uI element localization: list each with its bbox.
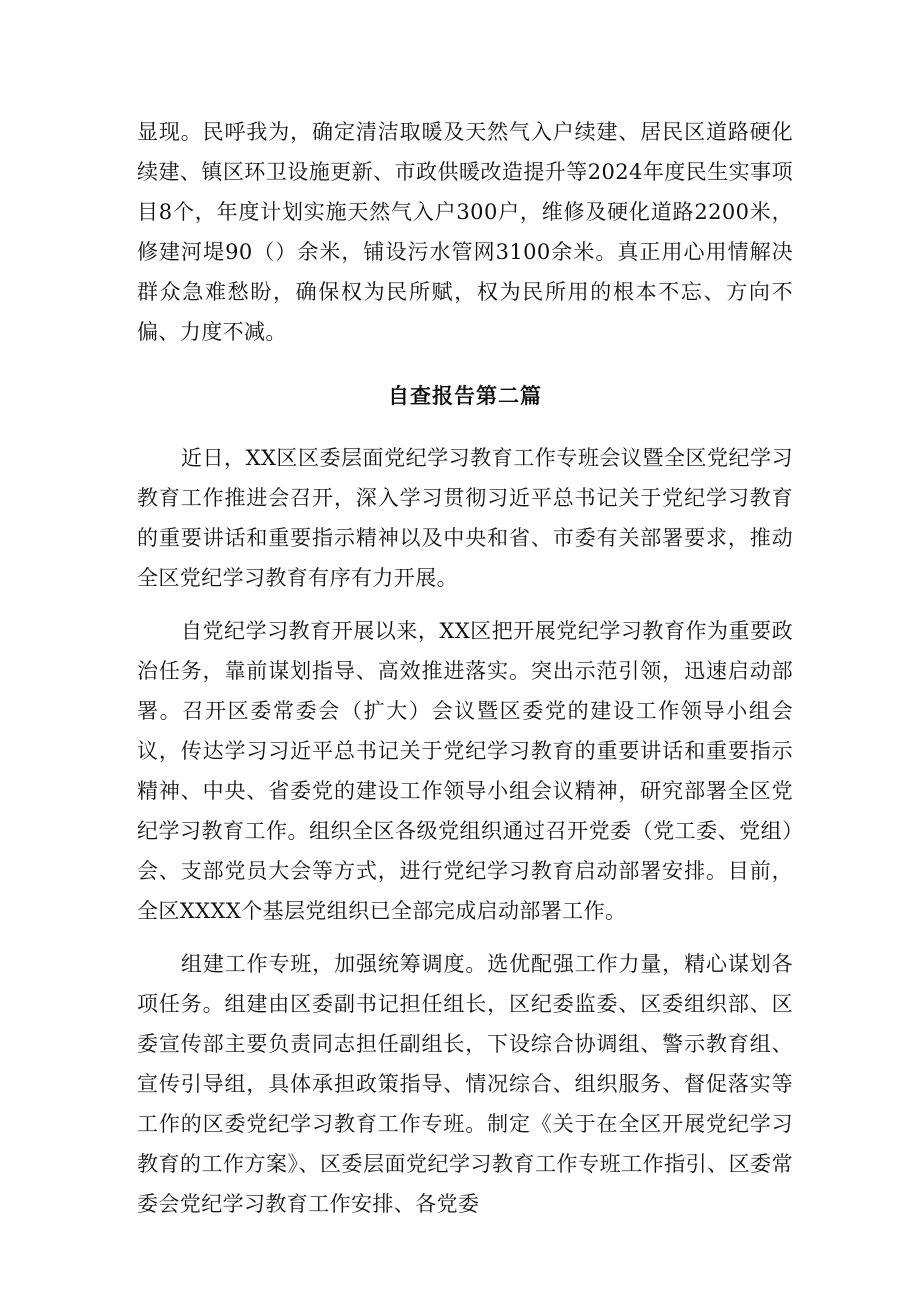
paragraph-work-team: 组建工作专班，加强统筹调度。选优配强工作力量，精心谋划各项任务。组建由区委副书记担任组长，区纪委监委、区委组织部、区委宣传部主要负责同志担任副组长，下设综合协调组、警示教育组、宣传引导组，具体承担政策指导、情况综合、组织服务、督促落实等工作的区委党纪学习教育工作专班。制定《关于在全区开展党纪学习教育的工作方案》、区委层面党纪学习教育工作专班工作指引、区委常委会党纪学习教育工作安排、各党委: [137, 952, 793, 1216]
paragraph-intro: 近日，XX区区委层面党纪学习教育工作专班会议暨全区党纪学习教育工作推进会召开，深入学习贯彻习近平总书记关于党纪学习教育的重要讲话和重要指示精神以及中央和省、市委有关部署要求，推动全区党纪学习教育有序有力开展。: [137, 446, 793, 590]
paragraph-deployment: 自党纪学习教育开展以来，XX区把开展党纪学习教育作为重要政治任务，靠前谋划指导、高效推进落实。突出示范引领，迅速启动部署。召开区委常委会（扩大）会议暨区委党的建设工作领导小组会议，传达学习习近平总书记关于党纪学习教育的重要讲话和重要指示精神、中央、省委党的建设工作领导小组会议精神，研究部署全区党纪学习教育工作。组织全区各级党组织通过召开党委（党工委、党组）会、支部党员大会等方式，进行党纪学习教育启动部署安排。目前，全区XXXX个基层党组织已全部完成启动部署工作。: [137, 619, 793, 923]
section-title: 自查报告第二篇: [388, 384, 542, 408]
paragraph-continued: 显现。民呼我为，确定清洁取暖及天然气入户续建、居民区道路硬化续建、镇区环卫设施更新、市政供暖改造提升等2024年度民生实事项目8个，年度计划实施天然气入户300户，维修及硬化道路2200米，修建河堤90（）余米，铺设污水管网3100余米。真正用心用情解决群众急难愁盼，确保权为民所赋，权为民所用的根本不忘、方向不偏、力度不减。: [137, 120, 793, 344]
document-body: [137, 112, 793, 1224]
